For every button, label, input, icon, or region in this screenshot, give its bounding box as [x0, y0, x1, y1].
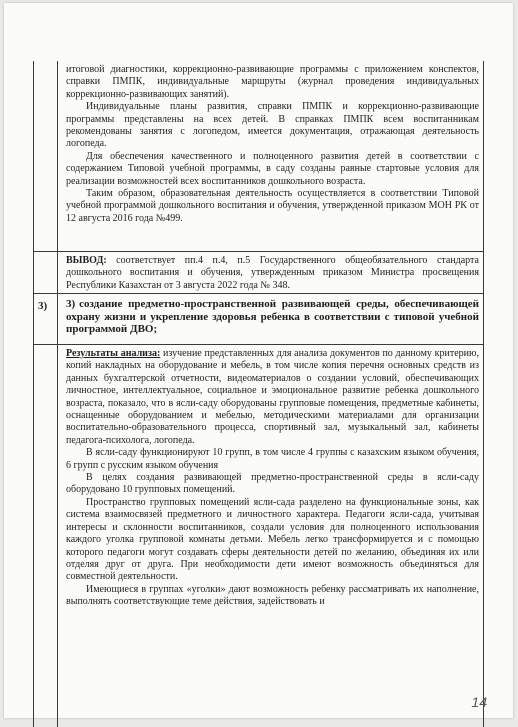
paragraph: Пространство групповых помещений ясли-сада разделено на функциональные зоны, как система взаимосвязей предметного и личностного характера. Педагоги ясли-сада, учитывая интересы и склонности воспитанников, создали условия для полноценного использования каждого уголка групповой комнаты детьми. Мебель легко трансформируется и с помощью которого педагоги могут создавать сферы деятельности детей по желанию, объединяя их или отделяя друг от друга. При необходимости дети имеют возможность объединяться для совместной деятельности.: [66, 496, 479, 583]
analysis-cell: [66, 348, 479, 609]
row-number: 3): [38, 300, 48, 312]
paragraph: итоговой диагностики, коррекционно-развивающие программы с приложением конспектов, справки ПМПК, индивидуальные маршруты (журнал проведения индивидуальных коррекционно-развивающих занятий).: [66, 64, 479, 100]
conclusion-cell: [66, 255, 479, 292]
analysis-paragraph: [66, 348, 479, 447]
row-divider: [34, 293, 483, 294]
conclusion-paragraph: [66, 255, 479, 292]
section-heading: [66, 298, 479, 336]
paragraph: Имеющиеся в группах «уголки» дают возможность ребенку рассматривать их наполнение, выполнять соответствующие теме действия, задействовать и: [66, 583, 479, 608]
paragraph: Таким образом, образовательная деятельность осуществляется в соответствии Типовой учебной программой дошкольного воспитания и обучения, утвержденной приказом МОН РК от 12 августа 2016 года №499.: [66, 188, 479, 224]
heading-label: 3): [66, 298, 76, 310]
document-page: [4, 3, 513, 718]
paragraph: В ясли-саду функционируют 10 групп, в том числе 4 группы с казахским языком обучения, 6 групп с русским языком обучения: [66, 447, 479, 471]
paragraph: Для обеспечения качественного и полноценного развития детей в соответствии с содержанием Типовой учебной программы, в саду созданы равные стартовые условия для реализации возможностей всех воспитанников дошкольного возраста.: [66, 150, 479, 187]
conclusion-label: ВЫВОД:: [66, 255, 107, 266]
row-divider: [34, 344, 483, 345]
analysis-label: Результаты анализа:: [66, 348, 161, 359]
conclusion-text: соответствует пп.4 п.4, п.5 Государственного общеобязательного стандарта дошкольного воспитания и обучения, утвержденным приказом Министра просвещения Республики Казахстан от 3 августа 2022 года № 348.: [66, 255, 479, 291]
row-divider: [34, 251, 483, 252]
analysis-text: изучение представленных для анализа документов по данному критерию, копий накладных на оборудование и мебель, в том числе копия перечня основных средств из данных бухгалтерской отчетности, видеоматериалов о создании условий, обеспечивающих личностное, интеллектуальное, социальное и эмоциональное развитие ребенка дошкольного возраста, показало, что в ясли-саду оборудованы групповые помещения, предметные кабинеты, оснащенные оборудованием и мебелью, методическими материалами для организации воспитательно-образовательного процесса, спортивный зал, музыкальный зал, кабинеты педагога-психолога, логопеда.: [66, 348, 479, 446]
page-number: 14: [471, 694, 487, 710]
criteria-table: [33, 61, 484, 727]
heading-text: создание предметно-пространственной развивающей среды, обеспечивающей охрану жизни и укрепление здоровья ребенка в соответствии с типовой учебной программой ДВО;: [66, 298, 479, 336]
paragraph: Индивидуальные планы развития, справки ПМПК и коррекционно-развивающие программы представлены на всех детей. В справках ПМПК всем воспитанникам рекомендованы занятия с логопедом, имеется документация, отражающая деятельность логопеда.: [66, 101, 479, 150]
column-divider: [57, 61, 58, 727]
paragraph: В целях создания развивающей предметно-пространственной среды в ясли-саду оборудовано 10 групповых помещений.: [66, 472, 479, 496]
cell-block-1: [66, 64, 479, 225]
